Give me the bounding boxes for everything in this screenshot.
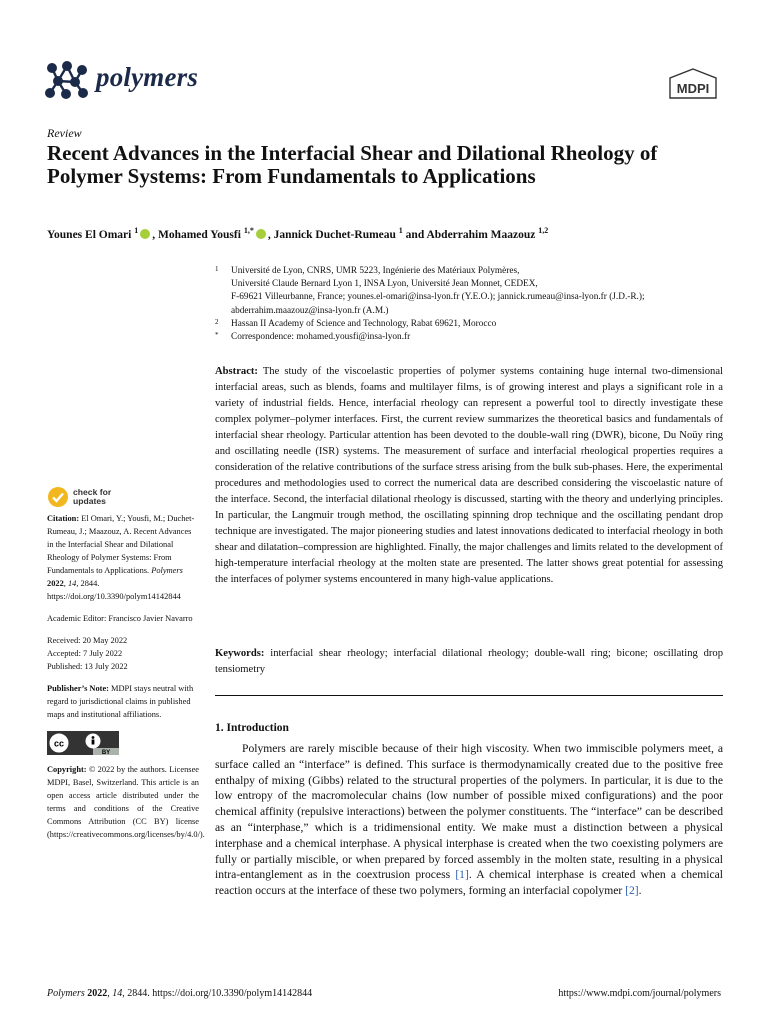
citation-link-2[interactable]: [2] — [625, 884, 639, 898]
footer-doi[interactable]: , 2844. https://doi.org/10.3390/polym14142844 — [122, 988, 313, 999]
footer-journal-url[interactable]: https://www.mdpi.com/journal/polymers — [558, 988, 721, 999]
affiliation-line: Université de Lyon, CNRS, UMR 5223, Ingénierie des Matériaux Polymères, — [231, 266, 520, 276]
intro-heading: 1. Introduction — [215, 722, 289, 734]
mdpi-logo-icon — [666, 68, 720, 100]
affiliation-number: * — [215, 331, 219, 340]
citation-year: 2022 — [47, 579, 64, 588]
cc-by-license-icon[interactable] — [47, 731, 119, 755]
keywords — [215, 646, 723, 678]
received-date: Received: 20 May 2022 — [47, 636, 128, 645]
published-date: Published: 13 July 2022 — [47, 662, 128, 671]
publisher-note-block — [47, 682, 199, 721]
affiliation-line: Université Claude Bernard Lyon 1, INSA Lyon, Université Jean Monnet, CEDEX, — [231, 279, 538, 290]
citation-text: El Omari, Y.; Yousfi, M.; Duchet-Rumeau, J.; Maazouz, A. Recent Advances in the Interfacial Shear and Dilational Rheology of Polymer Systems: From Fundamentals to Applications. — [47, 514, 195, 575]
affiliations — [215, 265, 725, 344]
mdpi-logo-text: MDPI — [676, 81, 710, 96]
citation-doi[interactable]: , 2844. https://doi.org/10.3390/polym14142844 — [47, 579, 181, 601]
svg-text:cc: cc — [53, 738, 65, 749]
svg-text:BY: BY — [101, 750, 111, 755]
copyright-text: © 2022 by the authors. Licensee MDPI, Basel, Switzerland. This article is an open access article distributed under the terms and conditions of the Creative Commons Attribution (CC BY) license (https://creativecommons.org/licenses/by/4.0/). — [47, 765, 205, 839]
citation-journal: Polymers — [151, 566, 183, 575]
intro-text-3: . — [638, 884, 642, 898]
journal-name: polymers — [96, 62, 199, 92]
check-updates-icon — [47, 486, 69, 508]
footer-year: 2022 — [87, 988, 108, 999]
citation-block: Citation: El Omari, Y.; Yousfi, M.; Duchet-Rumeau, J.; Maazouz, A. Recent Advances in the Interfacial Shear and Dilational Rheology of Polymer Systems: From Fundamentals to Applications. Polymers 2022, 14, 2844. https://doi.org/10.3390/polym14142844 — [47, 514, 195, 601]
affiliation-line: Hassan II Academy of Science and Technology, Rabat 69621, Morocco — [231, 318, 497, 329]
intro-paragraph — [215, 741, 723, 899]
abstract-label: Abstract: — [215, 366, 258, 377]
accepted-date: Accepted: 7 July 2022 — [47, 649, 123, 658]
editor-label: Academic Editor: — [47, 614, 107, 623]
check-updates-line1: check for — [73, 487, 112, 497]
orcid-icon[interactable] — [140, 229, 150, 239]
affiliation-line: abderrahim.maazouz@insa-lyon.fr (A.M.) — [231, 305, 389, 316]
section-divider — [215, 695, 723, 696]
affiliation-number: 1 — [215, 265, 219, 273]
intro-text-1: Polymers are rarely miscible because of their high viscosity. When two immiscible polymers meet, a surface called an “interface” is defined. This surface is thermodynamically created due to the positive free enthalpy of mixing (Gibbs) related to the structural properties of the polymers. In particular, it is due to the low entropy of the macromolecular chains (low number of possible mixed configurations) and the poor chemical affinity (repulsive interactions) between the polymer constituents. The “interface” can be described as an “interphase,” which is a tridimensional entity. We make must a distinction between a physical interphase and a chemical interphase. A physical interphase is created when the two coexisting polymers are fully or partially miscible, or when prepared by forced assembly in the molten state, resulting in a physical intra-entanglement as in the coextrusion process — [215, 742, 723, 882]
citation-link-1[interactable]: [1] — [455, 868, 469, 882]
academic-editor-block — [47, 612, 199, 625]
dates-block — [47, 634, 199, 673]
footer-journal: Polymers — [47, 988, 85, 999]
article-type: Review — [47, 126, 82, 140]
abstract-text: The study of the viscoelastic properties of polymer systems containing huge internal two-dimensional interfacial areas, such as blends, foams and multilayer films, is of growing interest and plays a significant role in a variety of industrial fields. Hence, interfacial rheology can represent a powerful tool to directly investigate these complex polymer–polymer interfaces. First, the current review summarizes the theoretical basics and fundamentals of interfacial shear rheology. Particular attention has been devoted to the double-wall ring (DWR), bicone, Du Noüy ring and oscillating needle (ISR) systems. The measurement of surface and interfacial rheological properties requires a consideration of the relative contributions of the surface stress arising from the bulk sub-phases. Here, the experimental procedures and methodologies used to correct the numerical data are described considering the viscoelastic nature of the interface. Second, the interfacial dilational rheology is discussed, starting with the theory and underlying principles. In particular, the Langmuir trough method, the oscillating spinning drop technique and the oscillating pendant drop technique are investigated. The major pioneering studies and latest innovations dedicated to interfacial rheology in both shear and dilatation–compression are highlighted. Finally, the major challenges and limits related to the development of high-temperature interfacial rheology at the molten state are presented. The latter shows great potential for assessing the interfaces of polymer systems encountered in many high-value applications. — [215, 366, 723, 585]
intro-text-2: . A chemical interphase is created when a chemical reaction occurs at the interface of these two polymers, forming an interfacial copolymer — [215, 868, 723, 898]
footer-volume: 14 — [112, 988, 123, 999]
affiliation-item — [215, 331, 725, 344]
author-affiliation-number: 1,2 — [538, 226, 549, 235]
author-name: Mohamed Yousfi — [157, 228, 244, 241]
citation-label: Citation: — [47, 514, 80, 523]
publisher-note-text: MDPI stays neutral with regard to jurisdictional claims in published maps and institutional affiliations. — [47, 684, 194, 719]
author-affiliation-number: 1,* — [243, 226, 254, 235]
affiliation-item — [215, 318, 725, 331]
check-for-updates-button[interactable] — [47, 486, 199, 508]
author-affiliation-number: 1 — [134, 226, 139, 235]
keywords-text: interfacial shear rheology; interfacial dilational rheology; double-wall ring; bicone; oscillating drop tensiometry — [215, 648, 723, 675]
sidebar — [47, 486, 205, 841]
keywords-label: Keywords: — [215, 648, 265, 659]
author-list: Younes El Omari $^1$ , Mohamed Yousfi $^{1,*}$ , Jannick Duchet-Rumeau $^1$ and Abderrahim Maazouz $^{1,2}$ — [47, 226, 549, 241]
copyright-label: Copyright: — [47, 765, 87, 774]
affiliation-line: Correspondence: mohamed.yousfi@insa-lyon.fr — [231, 332, 411, 343]
check-updates-line2: updates — [73, 496, 106, 506]
author-name: Abderrahim Maazouz — [426, 228, 539, 241]
author-name: Jannick Duchet-Rumeau — [273, 228, 399, 241]
author-name: Younes El Omari — [47, 228, 135, 241]
affiliation-line: F-69621 Villeurbanne, France; younes.el-omari@insa-lyon.fr (Y.E.O.); jannick.rumeau@insa-lyon.fr (J.D.-R.); — [231, 292, 645, 303]
author-affiliation-number: 1 — [398, 226, 403, 235]
citation-volume: 14 — [67, 579, 77, 588]
copyright-block — [47, 763, 205, 841]
footer-citation: Polymers 2022, 14, 2844. https://doi.org/10.3390/polym14142844 — [47, 988, 313, 999]
polymers-logo-icon — [44, 60, 90, 100]
article-title: Recent Advances in the Interfacial Shear and Dilational Rheology of Polymer Systems: From Fundamentals to Applications — [47, 141, 658, 188]
publisher-note-label: Publisher’s Note: — [47, 684, 109, 693]
editor-name: Francisco Javier Navarro — [108, 614, 193, 623]
affiliation-item — [215, 265, 725, 318]
affiliation-number: 2 — [215, 317, 219, 326]
abstract — [215, 364, 723, 588]
orcid-icon[interactable] — [256, 229, 266, 239]
